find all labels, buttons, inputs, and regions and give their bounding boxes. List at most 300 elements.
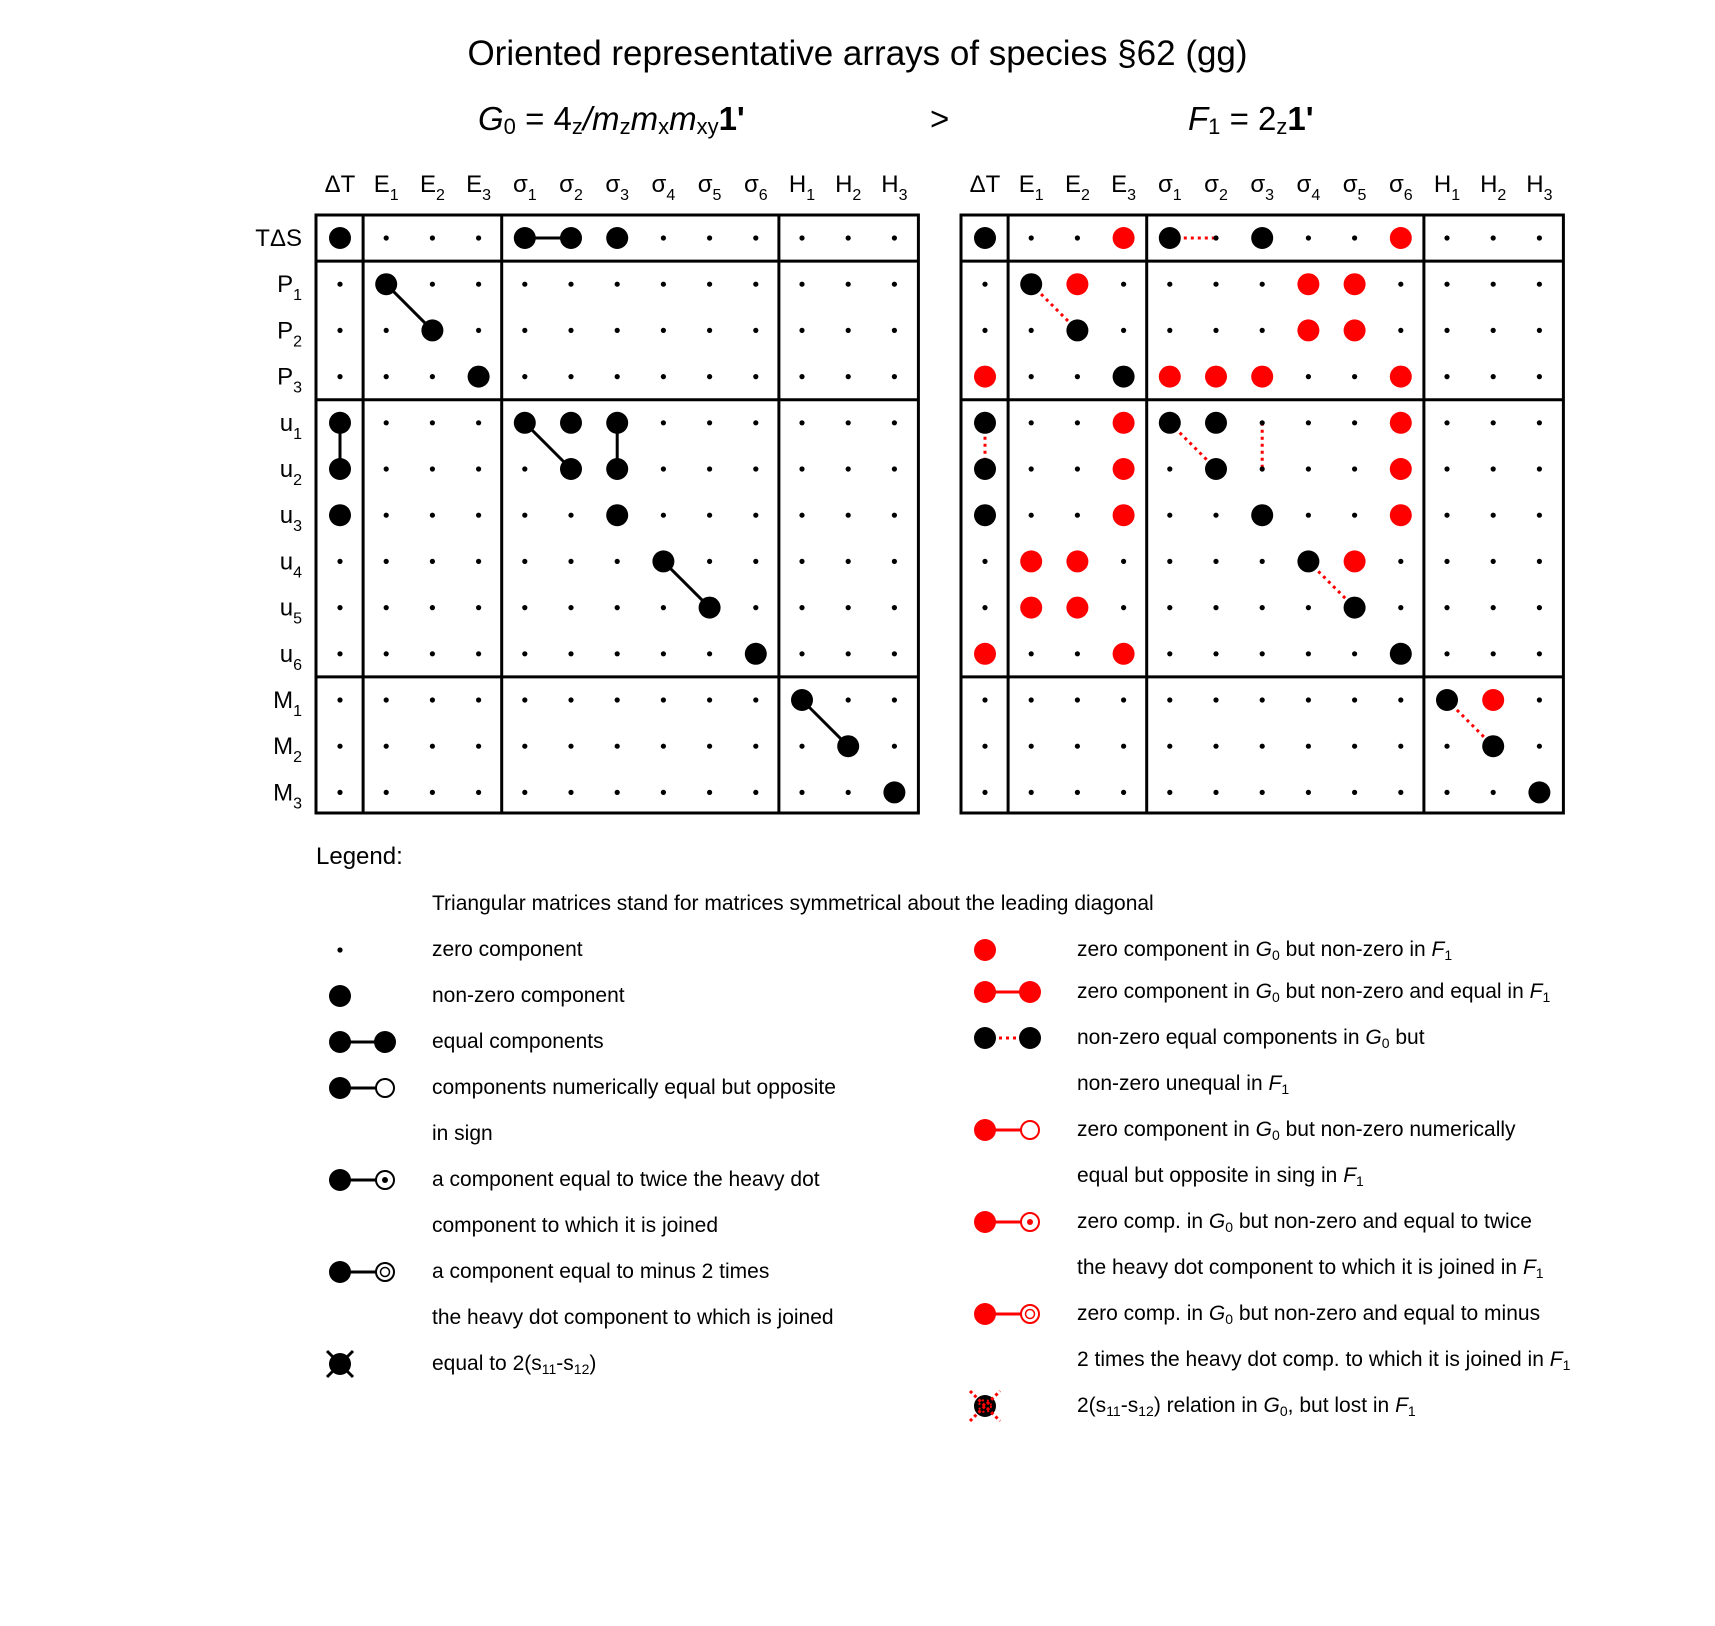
right-zero-dot	[1075, 697, 1080, 702]
left-zero-dot	[753, 282, 758, 287]
left-nonzero-dot	[329, 227, 351, 249]
left-zero-dot	[892, 235, 897, 240]
legend-minus2-dot-a	[329, 1261, 351, 1283]
right-red-dot	[1344, 550, 1366, 572]
legend-dotted-dot-b	[1019, 1027, 1041, 1049]
right-zero-dot	[1029, 790, 1034, 795]
right-col-label-5: $\sigma_2$	[1204, 171, 1228, 204]
right-zero-dot	[1167, 559, 1172, 564]
left-zero-dot	[846, 651, 851, 656]
right-zero-dot	[1537, 697, 1542, 702]
left-zero-dot	[661, 235, 666, 240]
left-zero-dot	[384, 466, 389, 471]
left-nonzero-dot	[514, 412, 536, 434]
left-zero-dot	[568, 559, 573, 564]
right-nonzero-dot	[1251, 504, 1273, 526]
left-nonzero-dot	[837, 735, 859, 757]
legend-equal-dot-b	[374, 1031, 396, 1053]
legend-opposite-text-2: in sign	[432, 1122, 493, 1145]
legend-red-equal-dot-b	[1019, 981, 1041, 1003]
legend-red-zero-text: zero component in $G_0$ but non-zero in $F_1$	[1077, 938, 1453, 963]
left-zero-dot	[337, 651, 342, 656]
left-nonzero-dot	[375, 273, 397, 295]
right-zero-dot	[1537, 235, 1542, 240]
right-red-dot	[1066, 273, 1088, 295]
right-zero-dot	[1213, 282, 1218, 287]
right-zero-dot	[1213, 651, 1218, 656]
right-zero-dot	[1213, 513, 1218, 518]
row-label-11: $M_2$	[273, 733, 302, 767]
right-zero-dot	[1260, 651, 1265, 656]
legend-red-twice-dot-a	[974, 1211, 996, 1233]
left-zero-dot	[661, 374, 666, 379]
right-nonzero-dot	[974, 227, 996, 249]
right-zero-dot	[1491, 328, 1496, 333]
left-zero-dot	[476, 328, 481, 333]
right-zero-dot	[982, 605, 987, 610]
right-red-dot	[1344, 319, 1366, 341]
right-zero-dot	[982, 744, 987, 749]
left-zero-dot	[707, 513, 712, 518]
left-zero-dot	[846, 282, 851, 287]
left-zero-dot	[753, 605, 758, 610]
left-nonzero-dot	[329, 504, 351, 526]
left-zero-dot	[384, 790, 389, 795]
right-zero-dot	[1537, 328, 1542, 333]
left-zero-dot	[337, 744, 342, 749]
left-nonzero-dot	[329, 412, 351, 434]
left-zero-dot	[661, 328, 666, 333]
left-zero-dot	[568, 697, 573, 702]
legend-red-minus2-inner-ring	[1026, 1310, 1035, 1319]
left-zero-dot	[799, 651, 804, 656]
right-nonzero-dot	[1390, 643, 1412, 665]
left-nonzero-dot	[560, 458, 582, 480]
right-red-dot	[1020, 550, 1042, 572]
left-zero-dot	[892, 420, 897, 425]
right-nonzero-dot	[1344, 597, 1366, 619]
left-zero-dot	[707, 282, 712, 287]
left-zero-dot	[615, 744, 620, 749]
right-group-header: $F_1 = 2_z1'$	[1188, 100, 1314, 139]
left-zero-dot	[753, 420, 758, 425]
legend-red-equal-text: zero component in $G_0$ but non-zero and equal in $F_1$	[1077, 980, 1551, 1005]
left-zero-dot	[476, 605, 481, 610]
legend-red-opposite-text-2: equal but opposite in sing in $F_1$	[1077, 1164, 1364, 1189]
left-zero-dot	[430, 282, 435, 287]
right-red-dot	[1159, 366, 1181, 388]
right-zero-dot	[1491, 559, 1496, 564]
right-nonzero-dot	[1205, 412, 1227, 434]
right-zero-dot	[1537, 374, 1542, 379]
left-zero-dot	[476, 744, 481, 749]
legend-note: Triangular matrices stand for matrices symmetrical about the leading diagonal	[432, 892, 1154, 915]
left-zero-dot	[568, 651, 573, 656]
left-zero-dot	[430, 559, 435, 564]
right-zero-dot	[1444, 466, 1449, 471]
legend-twice-center	[382, 1177, 388, 1183]
left-zero-dot	[430, 651, 435, 656]
right-zero-dot	[1537, 282, 1542, 287]
right-nonzero-dot	[974, 412, 996, 434]
right-zero-dot	[1491, 235, 1496, 240]
right-zero-dot	[1075, 651, 1080, 656]
left-col-label-6: $\sigma_3$	[605, 171, 630, 204]
left-zero-dot	[892, 651, 897, 656]
legend-equal-text: equal components	[432, 1030, 604, 1053]
left-nonzero-dot	[883, 781, 905, 803]
left-zero-dot	[892, 513, 897, 518]
left-zero-dot	[522, 282, 527, 287]
left-nonzero-dot	[606, 458, 628, 480]
right-nonzero-dot	[974, 458, 996, 480]
right-zero-dot	[1121, 282, 1126, 287]
left-zero-dot	[476, 651, 481, 656]
left-zero-dot	[522, 605, 527, 610]
left-zero-dot	[384, 605, 389, 610]
left-zero-dot	[615, 282, 620, 287]
right-nonzero-dot	[1159, 412, 1181, 434]
left-zero-dot	[522, 559, 527, 564]
left-zero-dot	[892, 374, 897, 379]
left-zero-dot	[753, 235, 758, 240]
right-zero-dot	[1260, 466, 1265, 471]
left-zero-dot	[476, 282, 481, 287]
left-zero-dot	[661, 790, 666, 795]
right-red-dot	[1344, 273, 1366, 295]
right-red-dot	[1390, 458, 1412, 480]
left-zero-dot	[522, 744, 527, 749]
left-zero-dot	[615, 790, 620, 795]
right-zero-dot	[1398, 559, 1403, 564]
left-nonzero-dot	[421, 319, 443, 341]
left-zero-dot	[568, 605, 573, 610]
right-red-dot	[1020, 597, 1042, 619]
right-zero-dot	[1260, 282, 1265, 287]
right-zero-dot	[1444, 744, 1449, 749]
legend-nonzero-icon	[329, 985, 351, 1007]
legend-lost-relation-text: $2(s_{11}-s_{12})$ relation in $G_0$, but lost in $F_1$	[1077, 1394, 1416, 1419]
left-zero-dot	[476, 513, 481, 518]
left-zero-dot	[753, 466, 758, 471]
left-nonzero-dot	[606, 227, 628, 249]
left-nonzero-dot	[329, 458, 351, 480]
left-nonzero-dot	[745, 643, 767, 665]
legend-minus2-inner-ring	[381, 1268, 390, 1277]
left-zero-dot	[799, 282, 804, 287]
right-zero-dot	[1075, 235, 1080, 240]
left-nonzero-dot	[560, 227, 582, 249]
legend-equal-dot-a	[329, 1031, 351, 1053]
left-zero-dot	[337, 559, 342, 564]
left-zero-dot	[753, 374, 758, 379]
left-zero-dot	[661, 605, 666, 610]
right-zero-dot	[1121, 605, 1126, 610]
right-red-dot	[1066, 597, 1088, 619]
left-zero-dot	[522, 513, 527, 518]
left-zero-dot	[568, 328, 573, 333]
right-red-dot	[1251, 366, 1273, 388]
row-label-12: $M_3$	[273, 779, 302, 813]
left-nonzero-dot	[606, 412, 628, 434]
right-zero-dot	[1444, 559, 1449, 564]
right-red-dot	[1113, 643, 1135, 665]
left-nonzero-dot	[468, 366, 490, 388]
right-col-label-0: ΔT	[969, 171, 1001, 198]
right-zero-dot	[1029, 744, 1034, 749]
left-zero-dot	[337, 605, 342, 610]
legend-red-opposite-dot-a	[974, 1119, 996, 1141]
right-zero-dot	[1306, 697, 1311, 702]
right-zero-dot	[1167, 697, 1172, 702]
right-red-dot	[1297, 319, 1319, 341]
right-zero-dot	[1121, 559, 1126, 564]
left-col-label-3: $E_3$	[466, 171, 492, 204]
right-zero-dot	[1213, 559, 1218, 564]
left-zero-dot	[892, 697, 897, 702]
right-zero-dot	[1537, 420, 1542, 425]
right-col-label-12: $H_3$	[1526, 171, 1553, 204]
right-nonzero-dot	[1159, 227, 1181, 249]
left-zero-dot	[615, 374, 620, 379]
right-zero-dot	[1398, 744, 1403, 749]
right-red-dot	[1482, 689, 1504, 711]
right-zero-dot	[1398, 282, 1403, 287]
right-zero-dot	[1491, 282, 1496, 287]
legend-minus2-text-2: the heavy dot component to which is joined	[432, 1306, 834, 1329]
right-zero-dot	[1306, 790, 1311, 795]
legend-zero-text: zero component	[432, 938, 583, 961]
legend-red-zero-icon	[974, 939, 996, 961]
right-zero-dot	[1075, 466, 1080, 471]
left-zero-dot	[522, 697, 527, 702]
left-col-label-0: ΔT	[324, 171, 356, 198]
right-zero-dot	[1260, 790, 1265, 795]
right-col-label-11: $H_2$	[1480, 171, 1507, 204]
right-zero-dot	[1537, 513, 1542, 518]
right-zero-dot	[1306, 651, 1311, 656]
right-col-label-7: $\sigma_4$	[1296, 171, 1321, 204]
left-nonzero-dot	[606, 504, 628, 526]
right-nonzero-dot	[1436, 689, 1458, 711]
legend-red-twice-text-1: zero comp. in $G_0$ but non-zero and equal to twice	[1077, 1210, 1532, 1235]
left-zero-dot	[568, 790, 573, 795]
legend-opposite-text-1: components numerically equal but opposite	[432, 1076, 836, 1099]
right-zero-dot	[1213, 697, 1218, 702]
right-zero-dot	[1444, 328, 1449, 333]
right-zero-dot	[1213, 605, 1218, 610]
left-zero-dot	[430, 605, 435, 610]
left-zero-dot	[337, 790, 342, 795]
right-red-dot	[1390, 366, 1412, 388]
right-zero-dot	[1260, 420, 1265, 425]
left-zero-dot	[615, 605, 620, 610]
left-zero-dot	[615, 559, 620, 564]
legend-red-minus2-text-1: zero comp. in $G_0$ but non-zero and equal to minus	[1077, 1302, 1541, 1327]
left-col-label-1: $E_1$	[373, 171, 399, 204]
right-zero-dot	[1398, 605, 1403, 610]
left-zero-dot	[846, 559, 851, 564]
right-zero-dot	[1121, 697, 1126, 702]
right-zero-dot	[1213, 328, 1218, 333]
right-zero-dot	[1306, 466, 1311, 471]
right-zero-dot	[1167, 605, 1172, 610]
right-zero-dot	[982, 697, 987, 702]
left-zero-dot	[892, 605, 897, 610]
left-zero-dot	[430, 790, 435, 795]
right-zero-dot	[1167, 790, 1172, 795]
left-col-label-9: $\sigma_6$	[743, 171, 768, 204]
right-zero-dot	[1260, 559, 1265, 564]
left-zero-dot	[753, 697, 758, 702]
right-zero-dot	[1075, 420, 1080, 425]
legend-red-twice-text-2: the heavy dot component to which it is joined in $F_1$	[1077, 1256, 1544, 1281]
right-red-dot	[1113, 504, 1135, 526]
right-zero-dot	[1075, 790, 1080, 795]
left-zero-dot	[707, 374, 712, 379]
left-col-label-7: $\sigma_4$	[651, 171, 676, 204]
row-label-5: $u_2$	[279, 456, 302, 489]
right-zero-dot	[1352, 790, 1357, 795]
right-zero-dot	[1213, 744, 1218, 749]
right-col-label-9: $\sigma_6$	[1388, 171, 1413, 204]
row-label-4: $u_1$	[279, 409, 302, 443]
left-zero-dot	[707, 697, 712, 702]
right-zero-dot	[1352, 651, 1357, 656]
left-zero-dot	[384, 697, 389, 702]
left-zero-dot	[615, 697, 620, 702]
right-zero-dot	[1444, 420, 1449, 425]
left-zero-dot	[337, 374, 342, 379]
left-zero-dot	[846, 605, 851, 610]
row-label-7: $u_4$	[279, 548, 302, 582]
legend-dotted-text-2: non-zero unequal in $F_1$	[1077, 1072, 1290, 1097]
left-zero-dot	[661, 651, 666, 656]
right-zero-dot	[1537, 605, 1542, 610]
right-zero-dot	[1029, 420, 1034, 425]
left-col-label-5: $\sigma_2$	[559, 171, 583, 204]
left-zero-dot	[799, 744, 804, 749]
right-col-label-6: $\sigma_3$	[1250, 171, 1275, 204]
right-zero-dot	[1029, 235, 1034, 240]
right-col-label-4: $\sigma_1$	[1157, 171, 1182, 204]
right-zero-dot	[1121, 744, 1126, 749]
left-col-label-2: $E_2$	[419, 171, 445, 204]
left-zero-dot	[707, 328, 712, 333]
greater-than-symbol: >	[930, 100, 950, 137]
right-zero-dot	[1352, 513, 1357, 518]
right-zero-dot	[1167, 282, 1172, 287]
left-nonzero-dot	[652, 550, 674, 572]
left-zero-dot	[846, 790, 851, 795]
right-zero-dot	[1075, 513, 1080, 518]
right-zero-dot	[1491, 513, 1496, 518]
right-zero-dot	[1352, 374, 1357, 379]
legend-twice-dot-a	[329, 1169, 351, 1191]
legend-red-twice-center	[1027, 1219, 1033, 1225]
right-zero-dot	[1491, 420, 1496, 425]
left-zero-dot	[892, 744, 897, 749]
right-zero-dot	[982, 790, 987, 795]
legend-minus2-text-1: a component equal to minus 2 times	[432, 1260, 770, 1283]
left-zero-dot	[707, 420, 712, 425]
right-zero-dot	[1306, 744, 1311, 749]
left-zero-dot	[707, 744, 712, 749]
left-zero-dot	[846, 466, 851, 471]
right-zero-dot	[1352, 235, 1357, 240]
right-nonzero-dot	[1482, 735, 1504, 757]
right-zero-dot	[1444, 235, 1449, 240]
right-red-dot	[1297, 273, 1319, 295]
row-label-1: $P_1$	[277, 271, 302, 305]
right-zero-dot	[1075, 374, 1080, 379]
legend-nonzero-text: non-zero component	[432, 984, 625, 1007]
right-zero-dot	[1306, 235, 1311, 240]
right-zero-dot	[1491, 790, 1496, 795]
left-matrix	[255, 171, 918, 813]
left-zero-dot	[892, 328, 897, 333]
row-label-0: TΔS	[255, 225, 302, 252]
left-zero-dot	[892, 559, 897, 564]
left-zero-dot	[384, 328, 389, 333]
left-zero-dot	[476, 420, 481, 425]
right-zero-dot	[1444, 513, 1449, 518]
left-zero-dot	[430, 697, 435, 702]
left-zero-dot	[337, 328, 342, 333]
left-col-label-11: $H_2$	[835, 171, 862, 204]
left-zero-dot	[430, 420, 435, 425]
left-zero-dot	[430, 235, 435, 240]
left-zero-dot	[568, 513, 573, 518]
left-zero-dot	[522, 328, 527, 333]
left-col-label-8: $\sigma_5$	[697, 171, 722, 204]
left-zero-dot	[522, 466, 527, 471]
left-zero-dot	[430, 466, 435, 471]
left-zero-dot	[753, 559, 758, 564]
right-red-dot	[1390, 227, 1412, 249]
left-zero-dot	[846, 697, 851, 702]
right-col-label-1: $E_1$	[1018, 171, 1044, 204]
right-zero-dot	[1537, 651, 1542, 656]
right-zero-dot	[1398, 328, 1403, 333]
right-zero-dot	[982, 559, 987, 564]
left-zero-dot	[615, 328, 620, 333]
right-zero-dot	[1306, 374, 1311, 379]
left-zero-dot	[799, 790, 804, 795]
left-zero-dot	[753, 790, 758, 795]
legend-dotted-dot-a	[974, 1027, 996, 1049]
left-zero-dot	[661, 697, 666, 702]
left-zero-dot	[337, 697, 342, 702]
left-zero-dot	[846, 374, 851, 379]
row-label-9: $u_6$	[279, 640, 302, 674]
right-nonzero-dot	[1020, 273, 1042, 295]
left-zero-dot	[707, 559, 712, 564]
right-zero-dot	[1491, 374, 1496, 379]
left-zero-dot	[615, 651, 620, 656]
right-zero-dot	[1213, 790, 1218, 795]
right-zero-dot	[1260, 328, 1265, 333]
right-zero-dot	[1260, 744, 1265, 749]
legend-red-opposite-ring	[1021, 1121, 1039, 1139]
page-title: Oriented representative arrays of species §62 (gg)	[467, 34, 1248, 73]
left-group-header: $G_0 = 4_z/m_zm_xm_{xy}1'$	[478, 100, 745, 139]
right-zero-dot	[1075, 744, 1080, 749]
right-zero-dot	[1491, 466, 1496, 471]
left-col-label-10: $H_1$	[788, 171, 816, 204]
right-zero-dot	[1029, 466, 1034, 471]
left-nonzero-dot	[699, 597, 721, 619]
